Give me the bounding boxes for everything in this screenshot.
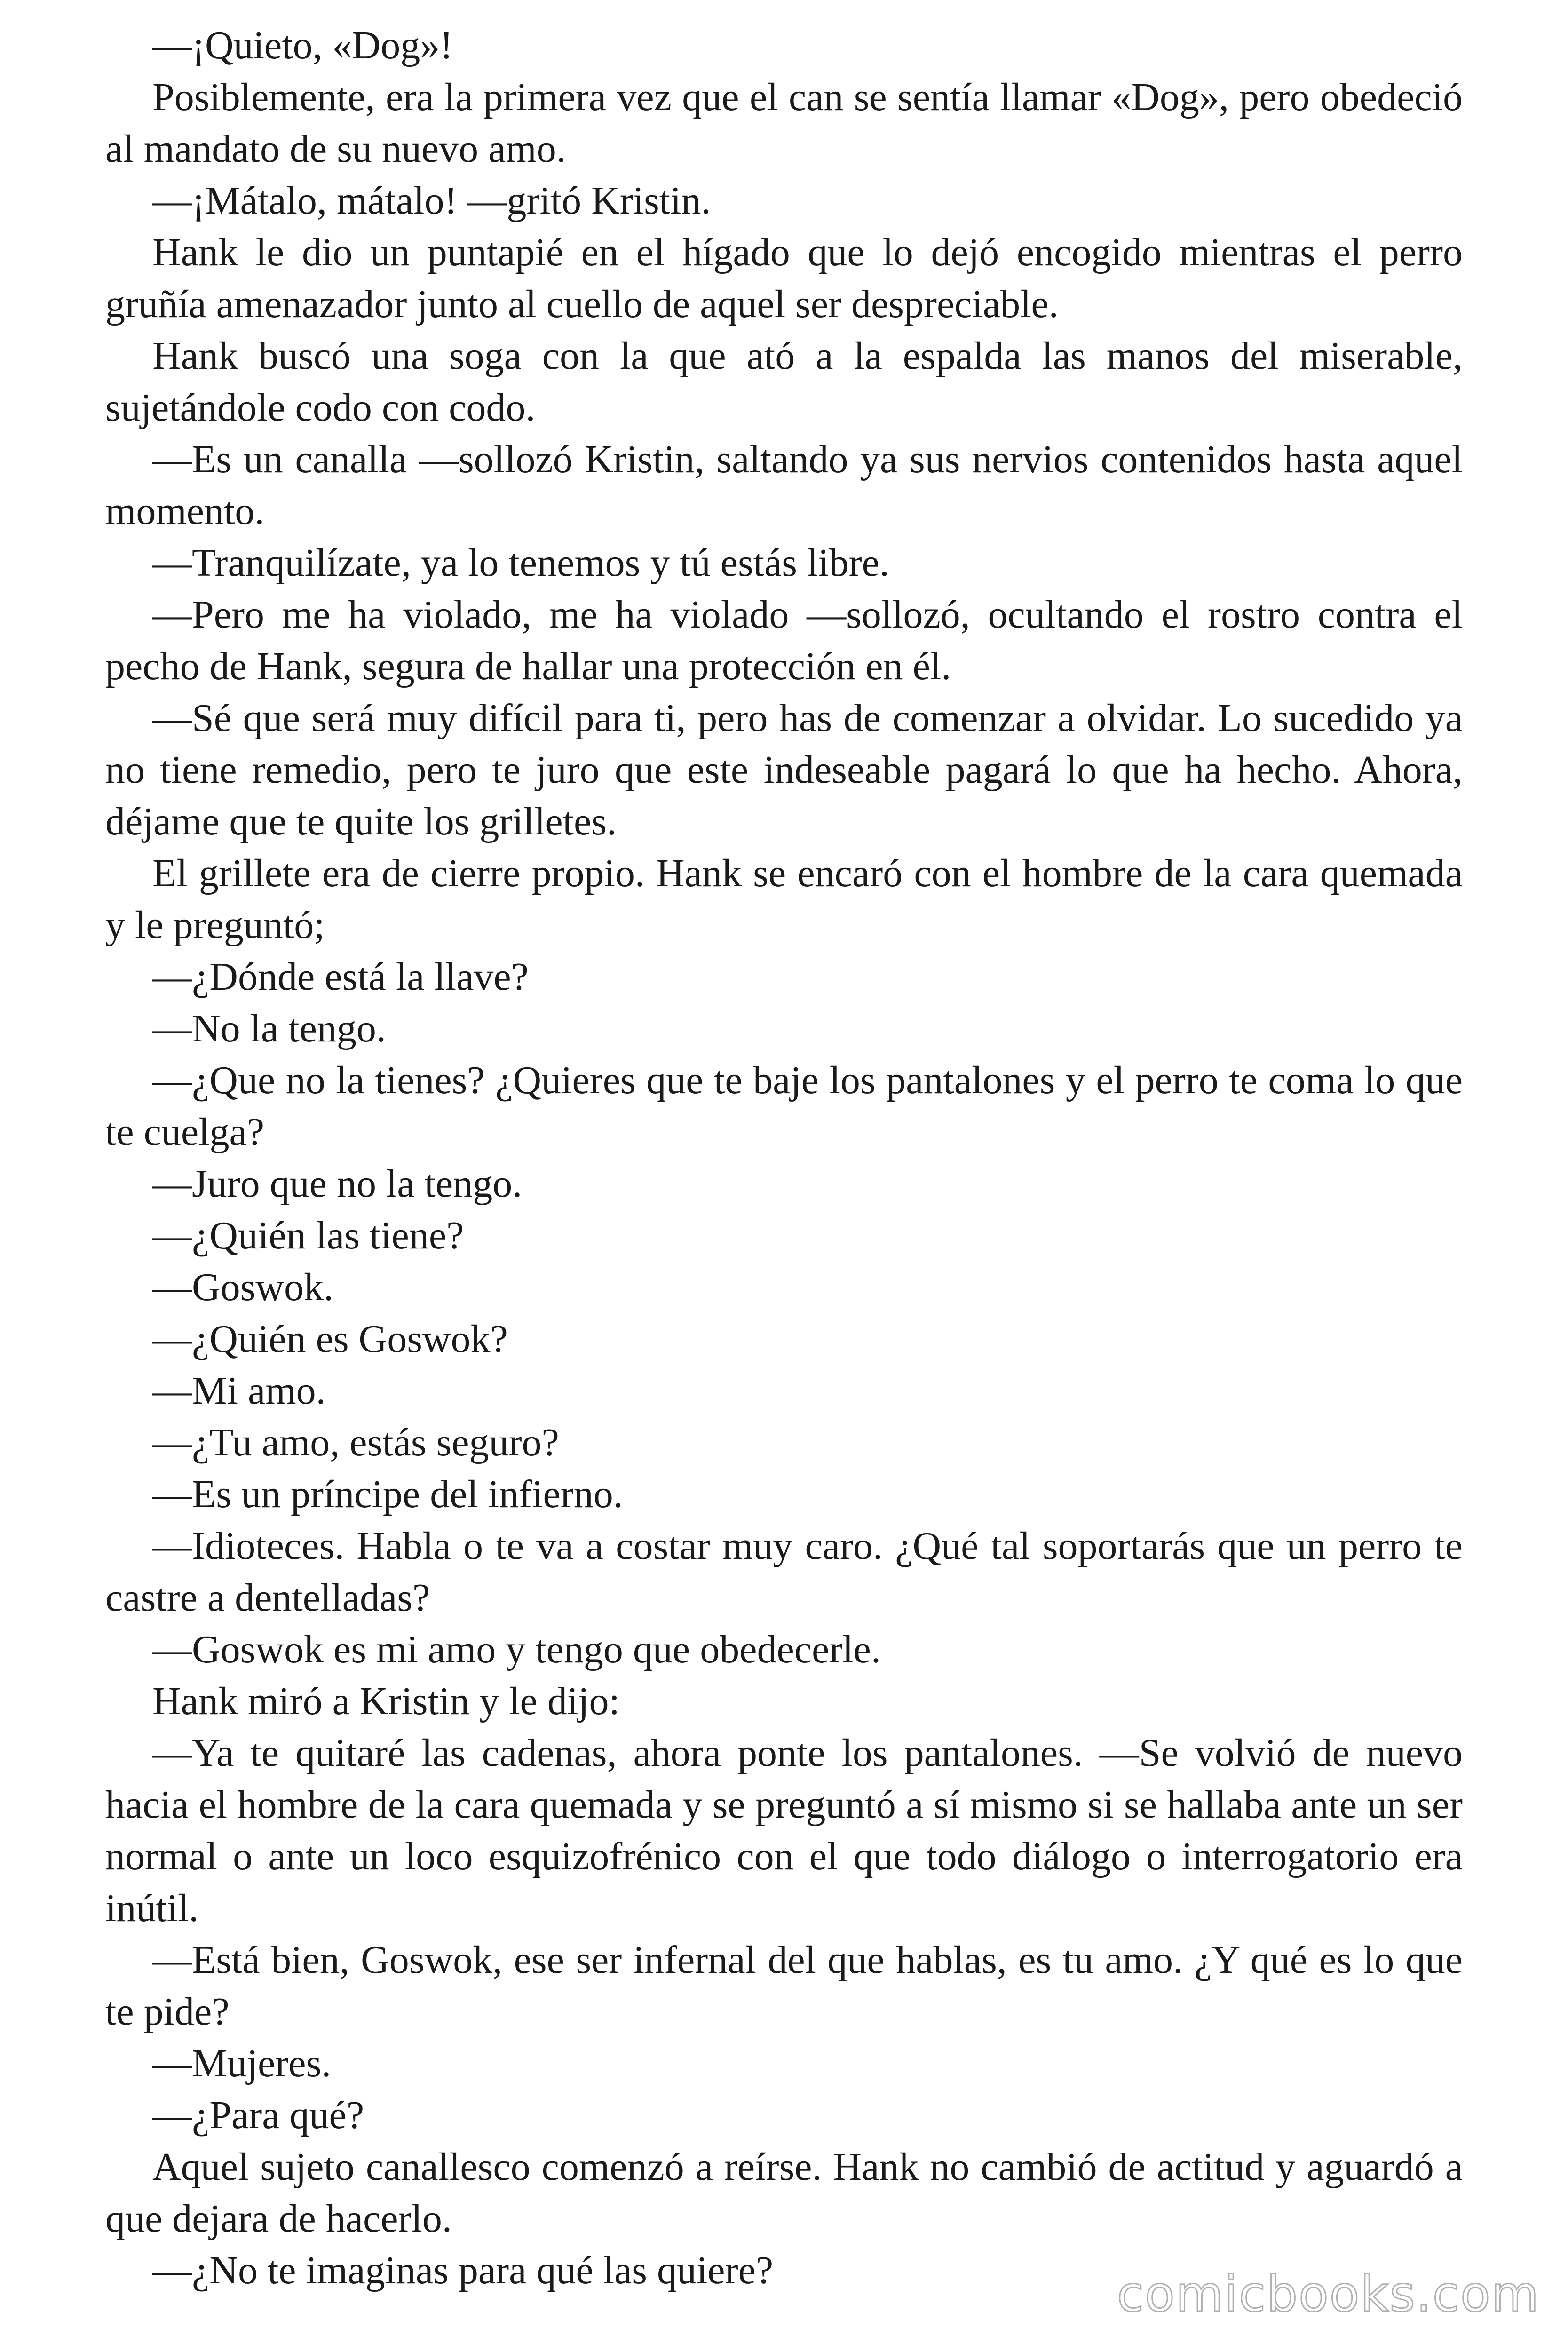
paragraph: Hank buscó una soga con la que ató a la espalda las manos del miserable, sujetándole codo con codo. bbox=[105, 334, 1463, 429]
paragraph: —Juro que no la tengo. bbox=[152, 1162, 523, 1206]
paragraph: —¿Que no la tienes? ¿Quieres que te baje los pantalones y el perro te coma lo que te cuelga? bbox=[105, 1058, 1463, 1154]
paragraph: —No la tengo. bbox=[152, 1007, 386, 1050]
paragraph: —Es un príncipe del infierno. bbox=[152, 1472, 623, 1516]
paragraph: Posiblemente, era la primera vez que el can se sentía llamar «Dog», pero obedeció al mandato de su nuevo amo. bbox=[105, 75, 1463, 171]
paragraph: —Es un canalla —sollozó Kristin, saltando ya sus nervios contenidos hasta aquel momento. bbox=[105, 437, 1463, 533]
paragraph: —Mi amo. bbox=[152, 1369, 326, 1413]
watermark: comicbooks.com bbox=[1117, 2265, 1540, 2323]
paragraph: —Goswok. bbox=[152, 1265, 334, 1309]
paragraph: El grillete era de cierre propio. Hank se encaró con el hombre de la cara quemada y le preguntó; bbox=[105, 851, 1463, 947]
paragraph: —¿Quién es Goswok? bbox=[152, 1317, 508, 1361]
paragraph: Aquel sujeto canallesco comenzó a reírse. Hank no cambió de actitud y aguardó a que dejara de hacerlo. bbox=[105, 2145, 1463, 2241]
paragraph: —Idioteces. Habla o te va a costar muy caro. ¿Qué tal soportarás que un perro te castre a dentelladas? bbox=[105, 1524, 1463, 1620]
paragraph: Hank le dio un puntapié en el hígado que lo dejó encogido mientras el perro gruñía amenazador junto al cuello de aquel ser despreciable. bbox=[105, 230, 1463, 326]
paragraph: —Goswok es mi amo y tengo que obedecerle. bbox=[152, 1628, 881, 1671]
paragraph: Hank miró a Kristin y le dijo: bbox=[152, 1679, 620, 1723]
paragraph: —Está bien, Goswok, ese ser infernal del que hablas, es tu amo. ¿Y qué es lo que te pide? bbox=[105, 1938, 1463, 2034]
paragraph: —Sé que será muy difícil para ti, pero has de comenzar a olvidar. Lo sucedido ya no tiene remedio, pero te juro que este indeseable pagará lo que ha hecho. Ahora, déjame que te quite los grilletes. bbox=[105, 696, 1463, 843]
paragraph: —Mujeres. bbox=[152, 2042, 332, 2085]
paragraph: —¿No te imaginas para qué las quiere? bbox=[152, 2249, 774, 2292]
paragraph: —¡Quieto, «Dog»! bbox=[152, 24, 453, 67]
paragraph: —¿Tu amo, estás seguro? bbox=[152, 1421, 559, 1464]
paragraph: —¿Para qué? bbox=[152, 2093, 364, 2137]
paragraph: —Pero me ha violado, me ha violado —sollozó, ocultando el rostro contra el pecho de Hank, segura de hallar una protección en él. bbox=[105, 593, 1463, 688]
paragraph: —Ya te quitaré las cadenas, ahora ponte los pantalones. —Se volvió de nuevo hacia el hombre de la cara quemada y se preguntó a sí mismo si se hallaba ante un ser normal o ante un loco esquizofrénico con el que todo diálogo o interrogatorio era inútil. bbox=[105, 1731, 1463, 1930]
paragraph: —¡Mátalo, mátalo! —gritó Kristin. bbox=[152, 179, 711, 222]
page-body bbox=[105, 20, 1463, 2296]
paragraph: —¿Quién las tiene? bbox=[152, 1214, 464, 1257]
paragraph: —Tranquilízate, ya lo tenemos y tú estás libre. bbox=[152, 541, 889, 585]
paragraph: —¿Dónde está la llave? bbox=[152, 955, 529, 999]
